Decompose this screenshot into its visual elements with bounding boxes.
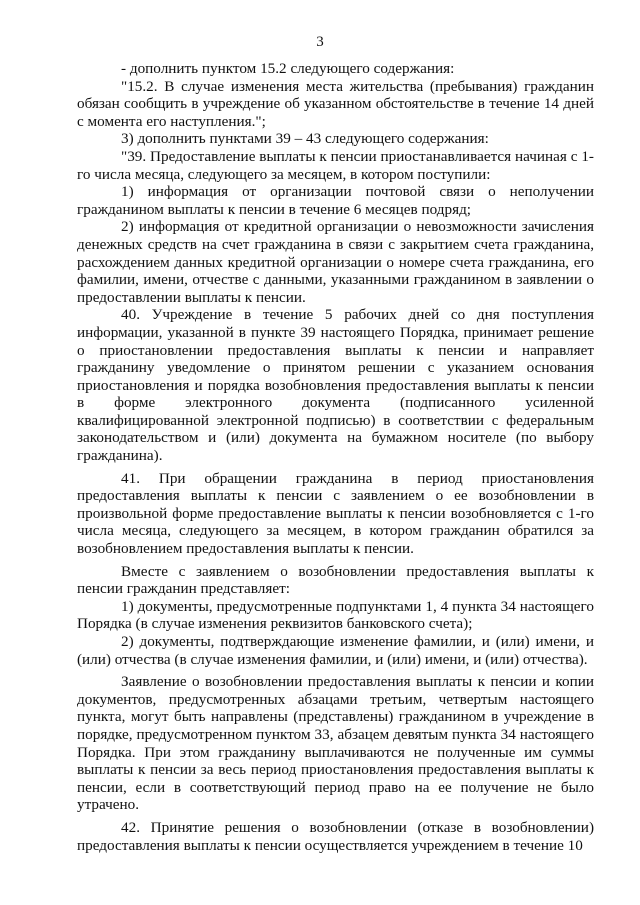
paragraph-point-39-sub-2: 2) информация от кредитной организации о невозможности зачисления денежных средств на счет гражданина в связи с закрытием счета гражданина, расхождением данных кредитной организации о номере счета гражданина, его фамилии, имени, отчестве с данными, указанными гражданином в заявлении о предоставлении выплаты к пенсии. (77, 218, 594, 306)
paragraph-resumption-application: Заявление о возобновлении предоставления выплаты к пенсии и копии документов, предусмотренных абзацами третьим, четвертым настоящего пункта, могут быть направлены (представлены) гражданином в учреждение в порядке, предусмотренном пунктом 33, абзацем девятым пункта 34 настоящего Порядка. При этом гражданину выплачиваются не полученные им суммы выплаты к пенсии за весь период приостановления предоставления выплаты к пенсии, если в соответствующий период право на ее получение не было утрачено. (77, 673, 594, 814)
paragraph-point-15-2: "15.2. В случае изменения места жительства (пребывания) гражданин обязан сообщить в учреждение об указанном обстоятельстве в течение 14 дней с момента его наступления."; (77, 77, 594, 130)
page-number: 3 (316, 34, 324, 50)
paragraph-point-42: 42. Принятие решения о возобновлении (отказе в возобновлении) предоставления выплаты к пенсии осуществляется учреждением в течение 10 (77, 818, 594, 854)
paragraph-point-41: 41. При обращении гражданина в период приостановления предоставления выплаты к пенсии с заявлением о ее возобновлении в произвольной форме предоставление выплаты к пенсии возобновляется с 1-го числа месяца, следующего за месяцем, в котором гражданин обратился за возобновлением предоставления выплаты к пенсии. (77, 469, 594, 558)
paragraph-documents-sub-1: 1) документы, предусмотренные подпунктами 1, 4 пункта 34 настоящего Порядка (в случае изменения реквизитов банковского счета); (77, 597, 594, 633)
paragraph-documents-intro: Вместе с заявлением о возобновлении предоставления выплаты к пенсии гражданин представляет: (77, 562, 594, 598)
paragraph-point-39: "39. Предоставление выплаты к пенсии приостанавливается начиная с 1-го числа месяца, следующего за месяцем, в котором поступили: (77, 147, 594, 183)
paragraph-add-point-15-2: - дополнить пунктом 15.2 следующего содержания: (121, 60, 455, 77)
paragraph-point-39-sub-1: 1) информация от организации почтовой связи о неполучении гражданином выплаты к пенсии в течение 6 месяцев подряд; (77, 183, 594, 218)
paragraph-documents-sub-2: 2) документы, подтверждающие изменение фамилии, и (или) имени, и (или) отчества (в случае изменения фамилии, и (или) имени, и (или) отчества). (77, 633, 594, 668)
document-body (77, 60, 594, 854)
paragraph-add-points-39-43: 3) дополнить пунктами 39 – 43 следующего содержания: (121, 130, 489, 148)
paragraph-point-40: 40. Учреждение в течение 5 рабочих дней со дня поступления информации, указанной в пункте 39 настоящего Порядка, принимает решение о приостановлении предоставления выплаты к пенсии и направляет гражданину уведомление о принятом решении с указанием основания приостановления и порядка возобновления предоставления выплаты к пенсии в форме электронного документа (подписанного усиленной квалифицированной электронной подписью) в соответствии с федеральным законодательством и (или) документа на бумажном носителе (по выбору гражданина). (77, 306, 594, 465)
